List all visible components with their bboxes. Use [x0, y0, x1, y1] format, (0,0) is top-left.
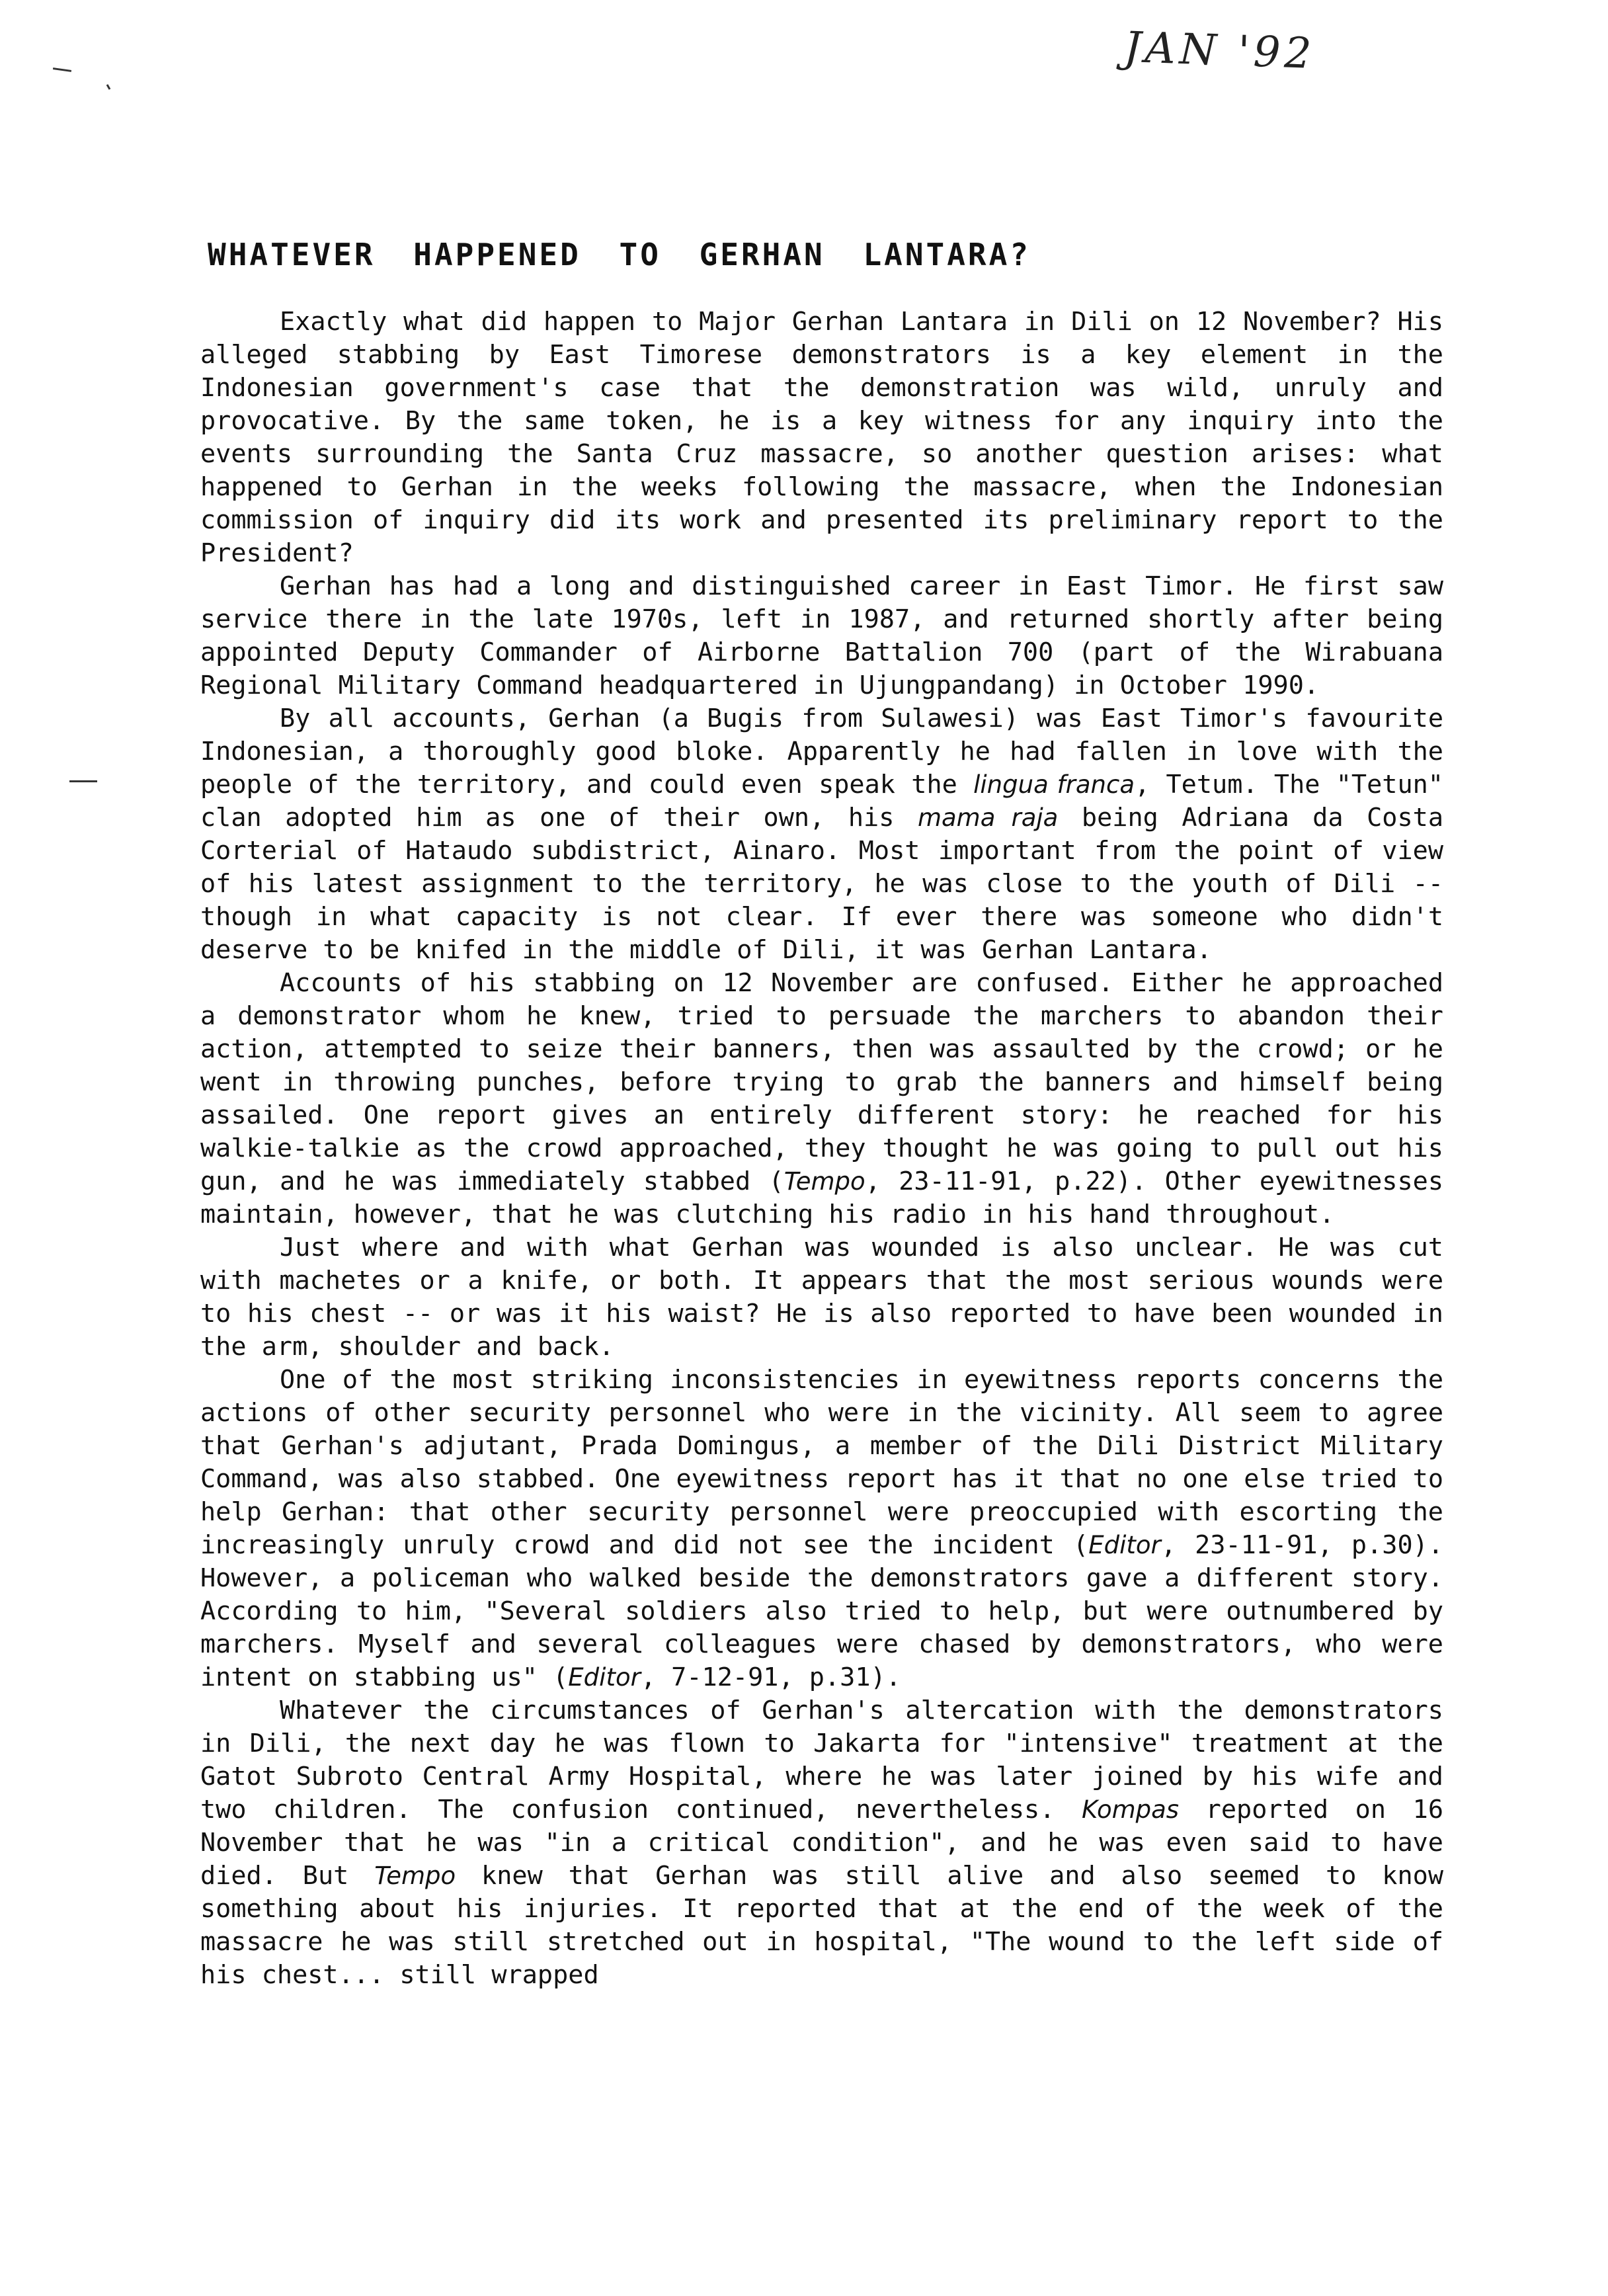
paragraph-text: Whatever the circumstances of Gerhan's altercation with the demonstrators in Dili, the next day he was flown to Jakarta for "intensive" treatment at the Gatot Subroto Central Army Hospital, where he was later joined by his wife and two children. The confusion continued, nevertheless. — [200, 1696, 1443, 1824]
paragraph-text: , 7-12-91, p.31). — [640, 1662, 901, 1692]
italic-term: mama raja — [917, 803, 1059, 832]
publication-name: Editor — [568, 1663, 641, 1692]
publication-name: Kompas — [1082, 1795, 1180, 1824]
paragraph — [200, 570, 1443, 702]
handwritten-date-note: JAN '92 — [1123, 22, 1316, 79]
paragraph-text: , Tetum. The "Tetun" clan adopted him as one of their own, his — [200, 770, 1443, 833]
paragraph — [200, 1231, 1443, 1364]
paragraph — [200, 1364, 1443, 1694]
paragraph — [200, 702, 1443, 967]
paragraph-text: One of the most striking inconsistencies in eyewitness reports concerns the actions of other security personnel who were in the vicinity. All seem to agree that Gerhan's adjutant, Prada Domingus, a member of the Dili District Military Command, was also stabbed. One eyewitness report has it that no one else tried to help Gerhan: that other security personnel were preoccupied with escorting the increasingly unruly crowd and did not see the incident ( — [200, 1365, 1443, 1560]
italic-term: lingua franca — [973, 770, 1135, 799]
paragraph-text: being Adriana da Costa Corterial of Hataudo subdistrict, Ainaro. Most important from the point of view of his latest assignment to the territory, he was close to the youth of Dili -- though in what capacity is not clear. If ever there was someone who didn't deserve to be knifed in the middle of Dili, it was Gerhan Lantara. — [200, 803, 1443, 965]
paragraph-text: Accounts of his stabbing on 12 November are confused. Either he approached a demonstrator whom he knew, tried to persuade the marchers to abandon their action, attempted to seize their banners, then was assaulted by the crowd; or he went in throwing punches, before trying to grab the banners and himself being assailed. One report gives an entirely different story: he reached for his walkie-talkie as the crowd approached, they thought he was going to pull out his gun, and he was immediately stabbed ( — [200, 968, 1443, 1196]
publication-name: Tempo — [374, 1862, 456, 1890]
paragraph-text: , 23-11-91, p.30). However, a policeman who walked beside the demonstrators gave a different story. According to him, "Several soldiers also tried to help, but were outnumbered by marchers. Myself and several colleagues were chased by demonstrators, who were intent on stabbing us" ( — [200, 1530, 1443, 1692]
article-title: WHATEVER HAPPENED TO GERHAN LANTARA? — [208, 237, 1031, 272]
paragraph-text: , 23-11-91, p.22). Other eyewitnesses maintain, however, that he was clutching his radio in his hand throughout. — [200, 1167, 1444, 1229]
paragraph — [200, 967, 1443, 1231]
paragraph-text: Gerhan has had a long and distinguished career in East Timor. He first saw service there in the late 1970s, left in 1987, and returned shortly after being appointed Deputy Commander of Airborne Battalion 700 (part of the Wirabuana Regional Military Command headquartered in Ujungpandang) in October 1990. — [200, 571, 1443, 700]
paragraph — [200, 1694, 1443, 1992]
margin-mark — [53, 67, 71, 72]
article-body — [200, 306, 1443, 1992]
publication-name: Editor — [1088, 1531, 1161, 1559]
paragraph — [200, 306, 1443, 570]
paragraph-text: By all accounts, Gerhan (a Bugis from Sulawesi) was East Timor's favourite Indonesian, a thoroughly good bloke. Apparently he had fallen in love with the people of the territory, and could even speak the — [200, 704, 1443, 800]
publication-name: Tempo — [784, 1167, 865, 1196]
paragraph-text: Just where and with what Gerhan was wounded is also unclear. He was cut with machetes or a knife, or both. It appears that the most serious wounds were to his chest -- or was it his waist? He is also reported to have been wounded in the arm, shoulder and back. — [200, 1233, 1443, 1362]
paragraph-text: Exactly what did happen to Major Gerhan Lantara in Dili on 12 November? His alleged stabbing by East Timorese demonstrators is a key element in the Indonesian government's case that the demonstration was wild, unruly and provocative. By the same token, he is a key witness for any inquiry into the events surrounding the Santa Cruz massacre, so another question arises: what happened to Gerhan in the weeks following the massacre, when the Indonesian commission of inquiry did its work and presented its preliminary report to the President? — [200, 307, 1443, 568]
paragraph-text: reported on 16 November that he was "in a critical condition", and he was even said to have died. But — [200, 1795, 1443, 1891]
margin-mark — [69, 780, 97, 782]
paragraph-text: knew that Gerhan was still alive and also seemed to know something about his injuries. It reported that at the end of the week of the massacre he was still stretched out in hospital, "The wound to the left side of his chest... still wrapped — [200, 1861, 1443, 1990]
margin-mark — [106, 84, 111, 89]
